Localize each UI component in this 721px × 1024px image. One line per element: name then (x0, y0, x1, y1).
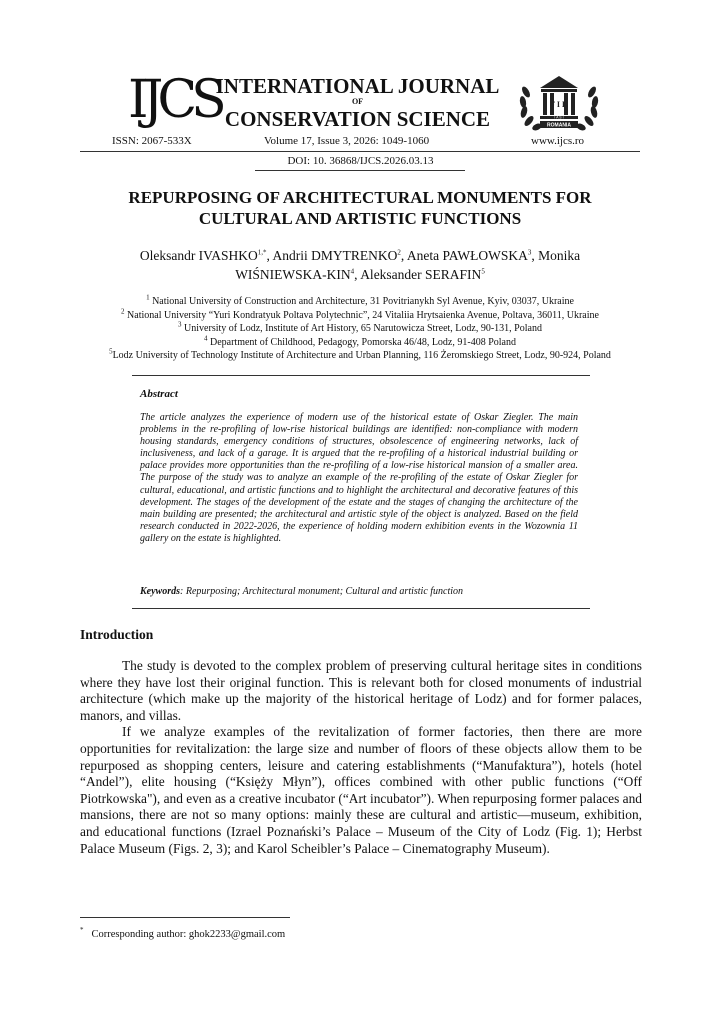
abstract-bottom-divider (132, 608, 590, 609)
affiliation: $^5$Lodz University of Technology Institute of Architecture and Urban Planning, 116 Żeromskiego Street, Lodz, 90-924, Poland (109, 347, 611, 361)
author-affiliation-sup: 2 (397, 248, 401, 257)
footnote-marker: * (80, 926, 84, 934)
volume-info: Volume 17, Issue 3, 2026: 1049-1060 (264, 135, 430, 147)
emblem-country-text: ROMANIA (547, 122, 571, 129)
paragraph: If we analyze examples of the revitalization of former factories, then there are more opportunities for revitalization: the large size and number of floors of these objects allow them to be repurposed as shopping centers, leisure and catering establishments (“Manufaktura”), hotels (hotel “Andel”), elite housing (“Księży Młyn”), offices combined with other public functions (“Off Piotrkowska"), and even as a creative incubator (“Art incubator”). When repurposing former palaces and mansions, there are not so many options: mainly these are cultural and artistic—museum, exhibition, and educational functions (Izrael Poznański’s Palace – Museum of the City of Lodz (Fig. 1); Herbst Palace Museum (Figs. 2, 3); and Karol Scheibler’s Palace – Cinematography Museum). (80, 724, 642, 856)
abstract-top-divider (132, 375, 590, 376)
doi[interactable]: DOI: 10. 36868/IJCS.2026.03.13 (287, 155, 434, 167)
affiliation: $^4$ Department of Childhood, Pedagogy, Pomorska 46/48, Lodz, 91-408 Poland (204, 334, 516, 348)
emblem-fir-text: F I R (550, 100, 568, 109)
journal-title-line1: INTERNATIONAL JOURNAL (215, 74, 500, 98)
author-affiliation-sup: 5 (481, 267, 485, 276)
doi-divider (255, 170, 465, 171)
author-name: Aleksander SERAFIN (360, 267, 482, 282)
paper-title-line2: CULTURAL AND ARTISTIC FUNCTIONS (198, 209, 522, 228)
header-divider (80, 151, 640, 152)
corresponding-author: Corresponding author: ghok2233@gmail.com (91, 929, 286, 940)
emblem-iasi-text: I A S I (554, 115, 564, 120)
section-heading-introduction: Introduction (80, 627, 154, 642)
author-affiliation-sup: 1,* (257, 248, 267, 257)
keywords-label: Keywords (140, 586, 180, 597)
journal-website-link[interactable]: www.ijcs.ro (531, 135, 585, 147)
paper-title (80, 187, 640, 229)
author-name: Aneta PAWŁOWSKA (406, 248, 528, 263)
journal-title-line2: CONSERVATION SCIENCE (224, 107, 491, 131)
author-name: Andrii DMYTRENKO (272, 248, 398, 263)
journal-title-of: OF (351, 97, 364, 106)
paper-title-line1: REPURPOSING OF ARCHITECTURAL MONUMENTS FOR (128, 188, 592, 207)
university-emblem-icon (516, 72, 602, 136)
paragraph: The study is devoted to the complex problem of preserving cultural heritage sites in conditions where they have lost their original function. This is relevant both for closed monuments of industrial architecture (which make up the majority of the historical heritage of Lodz) and for former palaces, manors, and villas. (80, 658, 642, 723)
abstract-text: The article analyzes the experience of modern use of the historical estate of Oskar Ziegler. The main problems in the re-profiling of low-rise historical buildings are identified: non-compliance with modern housing standards, emergency conditions of structures, obsolescence of engineering networks, lack of inclusiveness, and lack of a garage. It is argued that the re-profiling of a historical industrial building or palace provides more opportunities than the re-profiling of a low-rise historical mansion of a smaller area. The purpose of the study was to analyze an example of the re-profiling of the estate of Oskar Ziegler for cultural, educational, and artistic functions and to highlight the architectural and decorative features of this development. The stages of the development of the estate and the stages of changing the architecture of the main building are presented; the architectural and artistic style of the object is analyzed. Based on the field research conducted in 2022-2026, the experience of holding modern exhibition events in the Wozownia 11 gallery on the estate is highlighted. (140, 412, 578, 544)
abstract-heading: Abstract (140, 388, 178, 400)
author-affiliation-sup: 3 (527, 248, 532, 257)
author-name: Monika (538, 248, 581, 263)
author-affiliation-sup: 4 (350, 267, 355, 276)
affiliation: $^1$ National University of Construction and Architecture, 31 Povitrianykh Syl Avenue, Kyiv, 03037, Ukraine (146, 293, 574, 307)
affiliation: $^2$ National University “Yuri Kondratyuk Poltava Polytechnic”, 24 Vitaliia Hrytsaienka Avenue, Poltava, 36011, Ukraine (121, 307, 599, 321)
affiliation: $^3$ University of Lodz, Institute of Art History, 65 Narutowicza Street, Lodz, 90-131, Poland (178, 320, 542, 334)
author-list: Oleksandr $IVASHKO^{1,*}$, Andrii DMYTRENKO$^2$, Aneta PAWŁOWSKA$^3$, Monika WIŚNIEWSKA-KIN$^4$, Aleksander SERAFIN$^5$ (139, 248, 581, 282)
keywords-list: : Repurposing; Architectural monument; Cultural and artistic function (180, 586, 464, 597)
issn: ISSN: 2067-533X (112, 135, 192, 147)
author-name: WIŚNIEWSKA-KIN (235, 267, 351, 282)
author-name: Oleksandr IVASHKO (139, 248, 258, 263)
journal-logo: IJCS (128, 70, 221, 130)
keywords (140, 586, 580, 597)
footnote-divider (80, 917, 290, 918)
introduction-body (80, 658, 642, 857)
footnote (80, 926, 286, 940)
affiliation-list (40, 295, 680, 363)
